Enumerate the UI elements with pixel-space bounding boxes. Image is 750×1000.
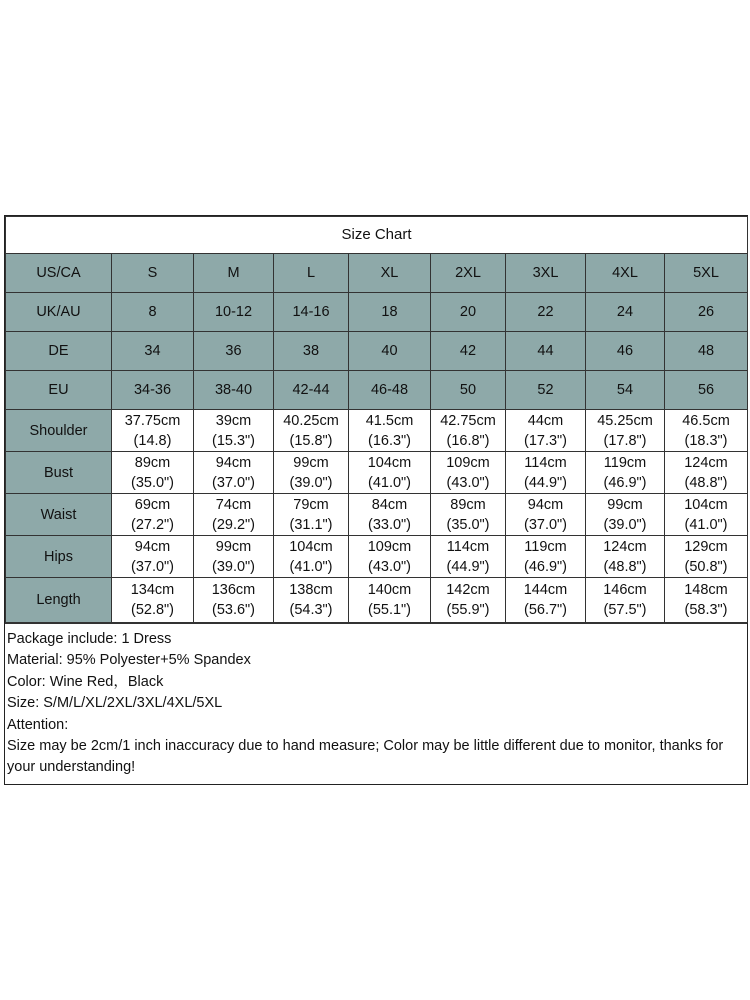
measure-cell	[586, 410, 665, 452]
measure-cm: 134cm	[130, 582, 175, 598]
measure-inch: (44.9")	[446, 558, 490, 575]
size-cell: 42-44	[274, 371, 349, 410]
measure-inch: (48.8")	[603, 558, 647, 575]
size-cell: 18	[349, 293, 431, 332]
measure-cm: 69cm	[134, 496, 171, 513]
measure-cm: 138cm	[289, 582, 333, 598]
measure-row-hips	[6, 536, 748, 578]
size-note: Size: S/M/L/XL/2XL/3XL/4XL/5XL	[7, 695, 223, 712]
row-label: Bust	[6, 452, 112, 494]
size-cell: M	[194, 254, 274, 293]
measure-cm: 136cm	[211, 582, 256, 598]
measure-cm: 124cm	[603, 538, 647, 555]
size-cell: 2XL	[431, 254, 506, 293]
chart-title: Size Chart	[6, 217, 748, 254]
measure-cell	[506, 410, 586, 452]
measure-cell	[274, 494, 349, 536]
measure-cell	[349, 410, 431, 452]
measure-cm: 144cm	[523, 582, 568, 598]
size-cell: 14-16	[274, 293, 349, 332]
size-row-us-ca	[6, 254, 748, 293]
size-row-uk-au	[6, 293, 748, 332]
measure-row-waist	[6, 494, 748, 536]
measure-inch: (37.0")	[523, 516, 568, 533]
measure-cm: 140cm	[367, 582, 412, 598]
measure-cell	[274, 452, 349, 494]
size-cell: 46	[586, 332, 665, 371]
measure-inch: (55.1")	[367, 602, 412, 618]
measure-inch: (43.0")	[446, 474, 490, 491]
measure-cell	[194, 578, 274, 623]
attention-text: Size may be 2cm/1 inch inaccuracy due to hand measure; Color may be little different due to monitor, thanks for your understanding!	[7, 738, 724, 776]
measure-cm: 114cm	[524, 454, 567, 471]
size-row-eu	[6, 371, 748, 410]
measure-inch: (58.3")	[684, 602, 728, 618]
measure-cell	[665, 578, 748, 623]
size-cell: 3XL	[506, 254, 586, 293]
measure-inch: (44.9")	[523, 474, 568, 491]
measure-cell	[112, 494, 194, 536]
measure-cell	[506, 536, 586, 578]
measure-cm: 104cm	[684, 496, 728, 513]
measure-cm: 124cm	[684, 454, 728, 471]
size-cell: 24	[586, 293, 665, 332]
measure-inch: (50.8")	[684, 558, 728, 575]
measure-cell	[349, 536, 431, 578]
row-label: Waist	[6, 494, 112, 536]
measure-inch: (39.0")	[211, 558, 256, 575]
measure-cell	[274, 410, 349, 452]
size-cell: 50	[431, 371, 506, 410]
size-cell: 38	[274, 332, 349, 371]
measure-cm: 129cm	[684, 538, 728, 555]
measure-inch: (33.0")	[367, 516, 412, 533]
size-cell: 4XL	[586, 254, 665, 293]
measure-cell	[431, 452, 506, 494]
size-cell: 52	[506, 371, 586, 410]
measure-cell	[506, 578, 586, 623]
measure-cell	[665, 410, 748, 452]
row-label: Shoulder	[6, 410, 112, 452]
row-label: US/CA	[6, 254, 112, 293]
measure-cm: 74cm	[215, 496, 252, 513]
size-cell: 48	[665, 332, 748, 371]
measure-inch: (35.0")	[446, 516, 490, 533]
measure-cm: 94cm	[134, 538, 171, 555]
measure-inch: (53.6")	[211, 602, 256, 618]
title-row	[6, 217, 748, 254]
measure-cm: 46.5cm	[682, 412, 730, 429]
measure-cm: 94cm	[215, 454, 252, 471]
measure-cell	[586, 452, 665, 494]
measure-cell	[665, 494, 748, 536]
measure-cell	[194, 536, 274, 578]
measure-cm: 119cm	[524, 538, 567, 555]
measure-cell	[194, 494, 274, 536]
measure-inch: (37.0")	[130, 558, 175, 575]
measure-cm: 41.5cm	[365, 412, 414, 429]
measure-cm: 142cm	[446, 582, 490, 598]
measure-cm: 39cm	[215, 412, 252, 429]
size-cell: 38-40	[194, 371, 274, 410]
measure-cm: 109cm	[446, 454, 490, 471]
size-cell: S	[112, 254, 194, 293]
measure-cell	[349, 452, 431, 494]
measure-inch: (39.0")	[289, 474, 333, 491]
measure-inch: (57.5")	[603, 602, 647, 618]
measure-inch: (29.2")	[211, 516, 256, 533]
size-cell: 46-48	[349, 371, 431, 410]
measure-cell	[274, 578, 349, 623]
measure-inch: (39.0")	[603, 516, 647, 533]
row-label: EU	[6, 371, 112, 410]
measure-cell	[112, 536, 194, 578]
row-label: UK/AU	[6, 293, 112, 332]
measure-cell	[112, 578, 194, 623]
measure-inch: (35.0")	[130, 474, 175, 491]
measure-cell	[586, 578, 665, 623]
measure-cm: 99cm	[607, 496, 643, 513]
measure-row-shoulder	[6, 410, 748, 452]
measure-inch: (14.8)	[133, 432, 172, 449]
measure-cm: 99cm	[293, 454, 329, 471]
measure-inch: (18.3")	[684, 432, 728, 449]
measure-inch: (55.9")	[446, 602, 490, 618]
measure-cell	[665, 452, 748, 494]
measure-inch: (48.8")	[684, 474, 728, 491]
size-chart	[4, 215, 748, 785]
measure-inch: (43.0")	[367, 558, 412, 575]
measure-cell	[112, 410, 194, 452]
measure-inch: (16.8")	[446, 432, 490, 449]
measure-cm: 109cm	[367, 538, 412, 555]
size-cell: 40	[349, 332, 431, 371]
color-note: Color: Wine Red，Black	[7, 673, 164, 690]
row-label: Length	[6, 578, 112, 623]
measure-cm: 45.25cm	[597, 412, 653, 429]
row-label: DE	[6, 332, 112, 371]
measure-inch: (56.7")	[523, 602, 568, 618]
measure-cm: 119cm	[603, 454, 647, 471]
measure-inch: (16.3")	[367, 432, 412, 449]
measure-cm: 42.75cm	[440, 412, 496, 429]
measure-inch: (15.3")	[211, 432, 256, 449]
measure-cm: 104cm	[289, 538, 333, 555]
measure-cm: 89cm	[134, 454, 171, 471]
measure-inch: (52.8")	[130, 602, 175, 618]
measure-cell	[665, 536, 748, 578]
measure-inch: (41.0")	[367, 474, 412, 491]
measure-cm: 94cm	[527, 496, 564, 513]
measure-cm: 99cm	[215, 538, 252, 555]
measure-cm: 79cm	[293, 496, 329, 513]
measure-cell	[431, 494, 506, 536]
row-label: Hips	[6, 536, 112, 578]
product-notes	[5, 623, 747, 784]
measure-cell	[586, 536, 665, 578]
size-cell: 36	[194, 332, 274, 371]
measure-cm: 89cm	[450, 496, 486, 513]
size-cell: 10-12	[194, 293, 274, 332]
size-cell: 34-36	[112, 371, 194, 410]
measure-inch: (17.8")	[603, 432, 647, 449]
size-chart-table	[5, 216, 748, 623]
measure-cm: 114cm	[446, 538, 490, 555]
measure-cell	[506, 494, 586, 536]
measure-cell	[112, 452, 194, 494]
measure-cm: 40.25cm	[283, 412, 339, 429]
measure-cell	[349, 578, 431, 623]
measure-inch: (37.0")	[211, 474, 256, 491]
measure-cell	[349, 494, 431, 536]
measure-inch: (54.3")	[289, 602, 333, 618]
measure-inch: (41.0")	[684, 516, 728, 533]
measure-cell	[431, 536, 506, 578]
size-cell: 20	[431, 293, 506, 332]
measure-cell	[194, 410, 274, 452]
size-cell: 26	[665, 293, 748, 332]
size-cell: 44	[506, 332, 586, 371]
size-cell: XL	[349, 254, 431, 293]
measure-inch: (31.1")	[289, 516, 333, 533]
size-cell: L	[274, 254, 349, 293]
measure-cell	[194, 452, 274, 494]
measure-cm: 84cm	[371, 496, 408, 513]
measure-cm: 146cm	[603, 582, 647, 598]
measure-cell	[274, 536, 349, 578]
size-cell: 34	[112, 332, 194, 371]
size-cell: 56	[665, 371, 748, 410]
measure-inch: (46.9")	[523, 558, 568, 575]
material-note: Material: 95% Polyester+5% Spandex	[7, 652, 251, 669]
measure-cm: 44cm	[527, 412, 564, 429]
package-note: Package include: 1 Dress	[7, 631, 172, 647]
size-cell: 42	[431, 332, 506, 371]
measure-cell	[431, 578, 506, 623]
measure-cell	[506, 452, 586, 494]
measure-row-length	[6, 578, 748, 623]
measure-inch: (41.0")	[289, 558, 333, 575]
measure-cm: 104cm	[367, 454, 412, 471]
size-row-de	[6, 332, 748, 371]
measure-cm: 37.75cm	[124, 412, 181, 429]
measure-cell	[586, 494, 665, 536]
measure-cell	[431, 410, 506, 452]
size-cell: 22	[506, 293, 586, 332]
measure-inch: (15.8")	[289, 432, 333, 449]
measure-cm: 148cm	[684, 582, 728, 598]
measure-row-bust	[6, 452, 748, 494]
measure-inch: (17.3")	[523, 432, 568, 449]
size-cell: 8	[112, 293, 194, 332]
size-cell: 54	[586, 371, 665, 410]
size-cell: 5XL	[665, 254, 748, 293]
measure-inch: (27.2")	[130, 516, 175, 533]
measure-inch: (46.9")	[603, 474, 647, 491]
attention-label: Attention:	[7, 716, 69, 733]
